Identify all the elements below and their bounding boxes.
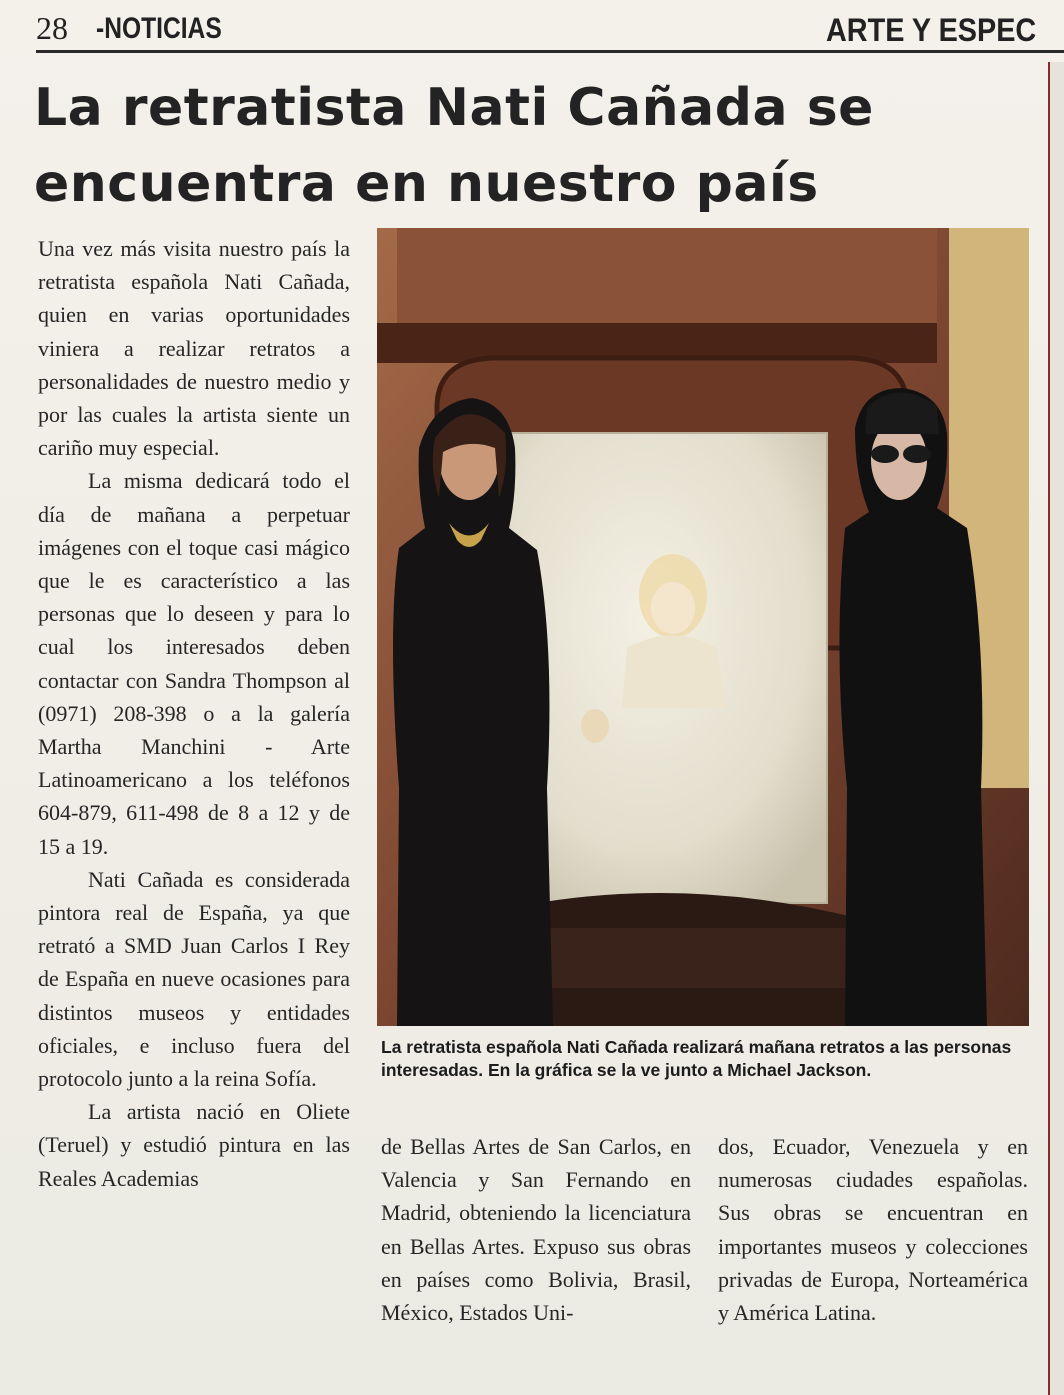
photo-image [377,228,1029,1026]
section-label: -NOTICIAS [96,12,222,45]
header-rule [36,50,1064,53]
headline-line-2: encuentra en nuestro país [34,154,819,214]
section-label-right: ARTE Y ESPEC [826,12,1037,48]
paragraph: Una vez más visita nuestro país la retratista española Nati Cañada, quien en varias oportunidades viniera a realizar retratos a personalidades de nuestro medio y por las cuales la artista siente un cariño muy especial. [38,236,350,461]
paragraph: Nati Cañada es considerada pintora real de España, ya que retrató a SMD Juan Carlos I Rey de España en nueve ocasiones para distintos museos y entidades oficiales, e incluso fuera del protocolo junto a la reina Sofía. [38,866,350,1092]
paragraph: de Bellas Artes de San Carlos, en Valencia y San Fernando en Madrid, obteniendo la licenciatura en Bellas Artes. Expuso sus obras en países como Bolivia, Brasil, México, Estados Uni- [381,1134,691,1326]
photo-caption: La retratista española Nati Cañada realizará mañana retratos a las personas interesadas. En la gráfica se la ve junto a Michael Jackson. [381,1037,1012,1080]
page-header [0,0,1064,52]
article-column-3 [718,1130,1028,1329]
headline-line-1: La retratista Nati Cañada se [34,78,874,138]
article-column-2 [381,1130,691,1329]
article-column-1 [38,232,350,1195]
paragraph: dos, Ecuador, Venezuela y en numerosas ciudades españolas. Sus obras se encuentran en importantes museos y colecciones privadas de Europa, Norteamérica y América Latina. [718,1134,1028,1326]
page-number: 28 [36,10,68,46]
adjacent-page-edge [1048,62,1064,1395]
paragraph: La artista nació en Oliete (Teruel) y estudió pintura en las Reales Academias [38,1099,350,1191]
photo [377,228,1029,1026]
headline [34,70,1034,222]
paragraph: La misma dedicará todo el día de mañana a perpetuar imágenes con el toque casi mágico que le es característico a las personas que lo deseen y para lo cual los interesados deben contactar con Sandra Thompson al (0971) 208-398 o a la galería Martha Manchini - Arte Latinoamericano a los teléfonos 604-879, 611-498 de 8 a 12 y de 15 a 19. [38,468,350,859]
